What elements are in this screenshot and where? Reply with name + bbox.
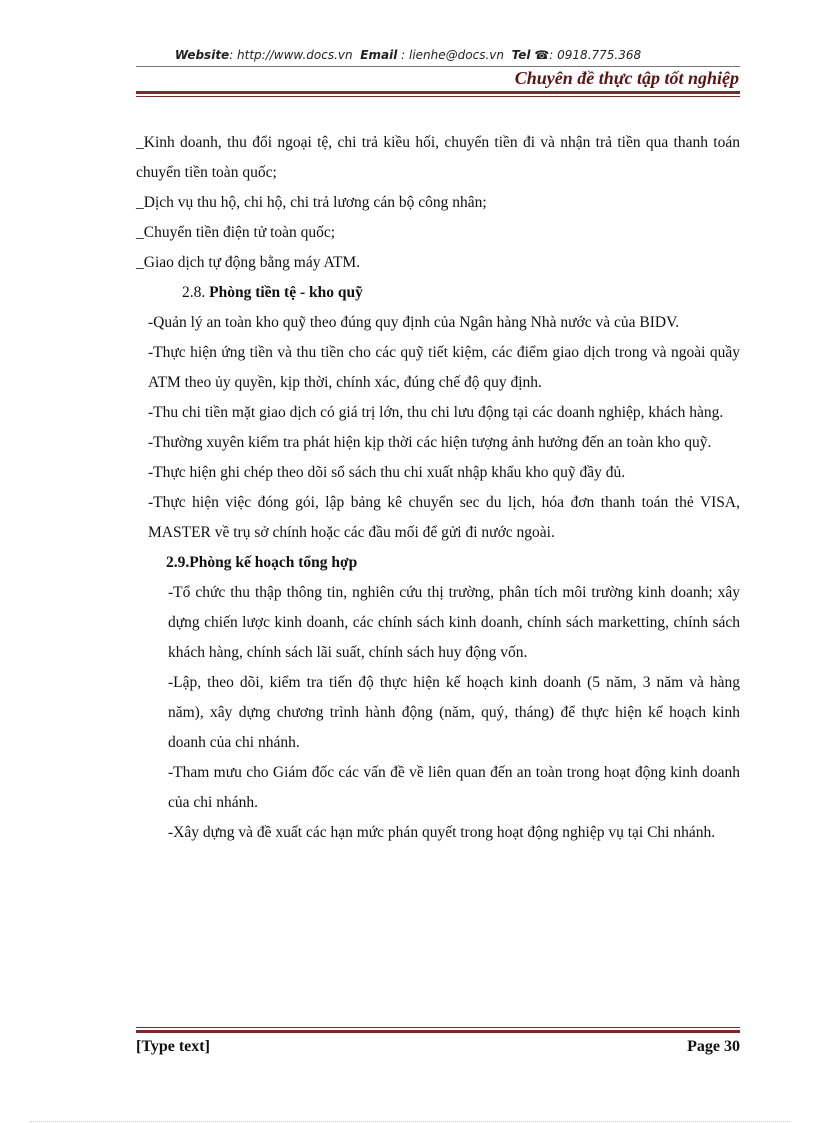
header-title: Chuyên đề thực tập tốt nghiệp bbox=[514, 68, 739, 88]
page-edge bbox=[30, 1121, 790, 1122]
header-divider bbox=[136, 66, 740, 67]
list-item: -Tham mưu cho Giám đốc các vấn đề về liên quan đến an toàn trong hoạt động kinh doanh của chi nhánh. bbox=[168, 764, 740, 811]
list-item: -Lập, theo dõi, kiểm tra tiến độ thực hiện kế hoạch kinh doanh (5 năm, 3 năm và hàng năm), xây dựng chương trình hành động (năm, quý, tháng) để thực hiện kế hoạch kinh doanh của chi nhánh. bbox=[168, 674, 740, 751]
page-content bbox=[136, 128, 740, 848]
section-number: 2.8. bbox=[182, 284, 206, 301]
header-rule-thin bbox=[136, 96, 740, 97]
list-item: -Thực hiện ghi chép theo dõi sổ sách thu chi xuất nhập khẩu kho quỹ đầy đủ. bbox=[148, 464, 626, 481]
section-heading bbox=[136, 548, 740, 578]
footer-rule-thick bbox=[136, 1030, 740, 1033]
intro-line: _Kinh doanh, thu đổi ngoại tệ, chi trả kiều hối, chuyển tiền đi và nhận trả tiền qua thanh toán chuyển tiền toàn quốc; bbox=[136, 134, 740, 181]
phone-icon: ☎ bbox=[534, 48, 550, 62]
header-rule-thick bbox=[136, 91, 740, 94]
email-label: Email bbox=[360, 48, 398, 62]
page-number: Page 30 bbox=[687, 1038, 740, 1055]
list-item: -Xây dựng và đề xuất các hạn mức phán quyết trong hoạt động nghiệp vụ tại Chi nhánh. bbox=[168, 824, 716, 841]
section-29-list bbox=[136, 578, 740, 848]
list-item: -Thực hiện việc đóng gói, lập bảng kê chuyển sec du lịch, hóa đơn thanh toán thẻ VISA, MASTER về trụ sở chính hoặc các đầu mối để gửi đi nước ngoài. bbox=[148, 494, 740, 541]
list-item: -Tổ chức thu thập thông tin, nghiên cứu thị trường, phân tích môi trường kinh doanh; xây dựng chiến lược kinh doanh, các chính sách kinh doanh, chính sách marketting, chính sách khách hàng, chính sách lãi suất, chính sách huy động vốn. bbox=[168, 584, 740, 661]
footer-rule-thin bbox=[136, 1027, 740, 1028]
list-item: -Thu chi tiền mặt giao dịch có giá trị lớn, thu chi lưu động tại các doanh nghiệp, khách hàng. bbox=[148, 404, 724, 421]
section-title: Phòng tiền tệ - kho quỹ bbox=[209, 284, 363, 301]
list-item: -Thường xuyên kiểm tra phát hiện kịp thời các hiện tượng ảnh hưởng đến an toàn kho quỹ. bbox=[148, 434, 712, 451]
list-item: -Thực hiện ứng tiền và thu tiền cho các quỹ tiết kiệm, các điểm giao dịch trong và ngoài quầy ATM theo ủy quyền, kịp thời, chính xác, đúng chế độ quy định. bbox=[148, 344, 740, 391]
tel-value: : 0918.775.368 bbox=[549, 48, 642, 62]
tel-label: Tel bbox=[511, 48, 531, 62]
email-value: : lienhe@docs.vn bbox=[401, 48, 504, 62]
header-contact bbox=[0, 48, 816, 62]
website-value: : http://www.docs.vn bbox=[229, 48, 353, 62]
list-item: -Quản lý an toàn kho quỹ theo đúng quy định của Ngân hàng Nhà nước và của BIDV. bbox=[148, 314, 680, 331]
intro-line: _Dịch vụ thu hộ, chi hộ, chi trả lương cán bộ công nhân; bbox=[136, 194, 487, 211]
section-title: 2.9.Phòng kế hoạch tổng hợp bbox=[166, 554, 358, 571]
section-heading bbox=[136, 278, 740, 308]
intro-line: _Chuyển tiền điện tử toàn quốc; bbox=[136, 224, 336, 241]
footer-left-text: [Type text] bbox=[136, 1038, 210, 1055]
section-28-list bbox=[136, 308, 740, 548]
website-label: Website bbox=[174, 48, 230, 62]
intro-line: _Giao dịch tự động bằng máy ATM. bbox=[136, 254, 361, 271]
